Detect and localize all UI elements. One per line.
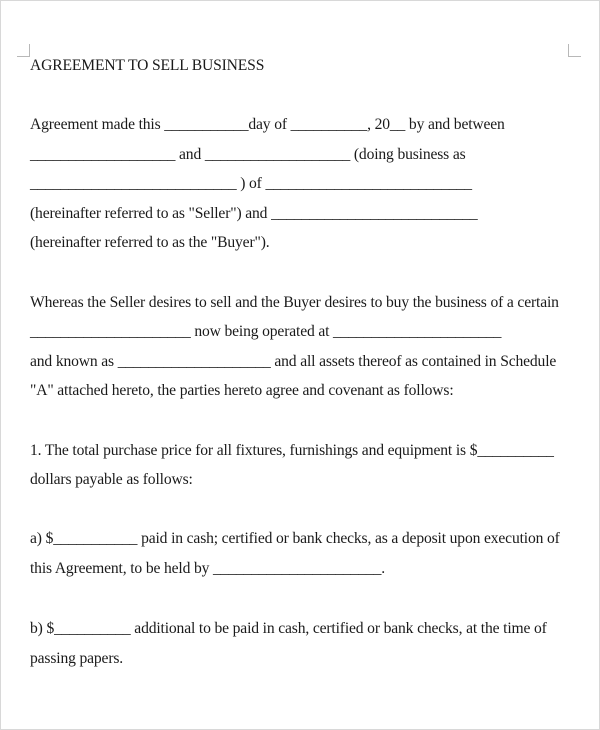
margin-marker-top-left xyxy=(17,44,30,57)
paragraph-line: ___________________ and ___________________ (doing business as xyxy=(30,146,466,163)
paragraph-line: b) $__________ additional to be paid in cash, certified or bank checks, at the time of xyxy=(30,620,547,637)
margin-marker-top-right xyxy=(568,44,581,57)
paragraph-line: a) $___________ paid in cash; certified or bank checks, as a deposit upon execution of xyxy=(30,530,560,547)
paragraph-line: (hereinafter referred to as the "Buyer"). xyxy=(30,234,270,251)
document-title: AGREEMENT TO SELL BUSINESS xyxy=(30,57,265,74)
paragraph-line: Agreement made this ___________day of __________, 20__ by and between xyxy=(30,116,505,133)
paragraph-line: Whereas the Seller desires to sell and the Buyer desires to buy the business of a certain xyxy=(30,294,559,311)
paragraph-line: "A" attached hereto, the parties hereto agree and covenant as follows: xyxy=(30,382,454,399)
paragraph-line: (hereinafter referred to as "Seller") and ___________________________ xyxy=(30,205,478,222)
paragraph-line: this Agreement, to be held by ______________________. xyxy=(30,560,386,577)
paragraph-line: _____________________ now being operated at ______________________ xyxy=(30,323,502,340)
paragraph-line: ___________________________ ) of ___________________________ xyxy=(30,175,472,192)
paragraph-line: dollars payable as follows: xyxy=(30,471,193,488)
paragraph-line: and known as ____________________ and all assets thereof as contained in Schedule xyxy=(30,353,557,370)
paragraph-line: passing papers. xyxy=(30,650,124,667)
paragraph-line: 1. The total purchase price for all fixtures, furnishings and equipment is $__________ xyxy=(30,442,554,459)
